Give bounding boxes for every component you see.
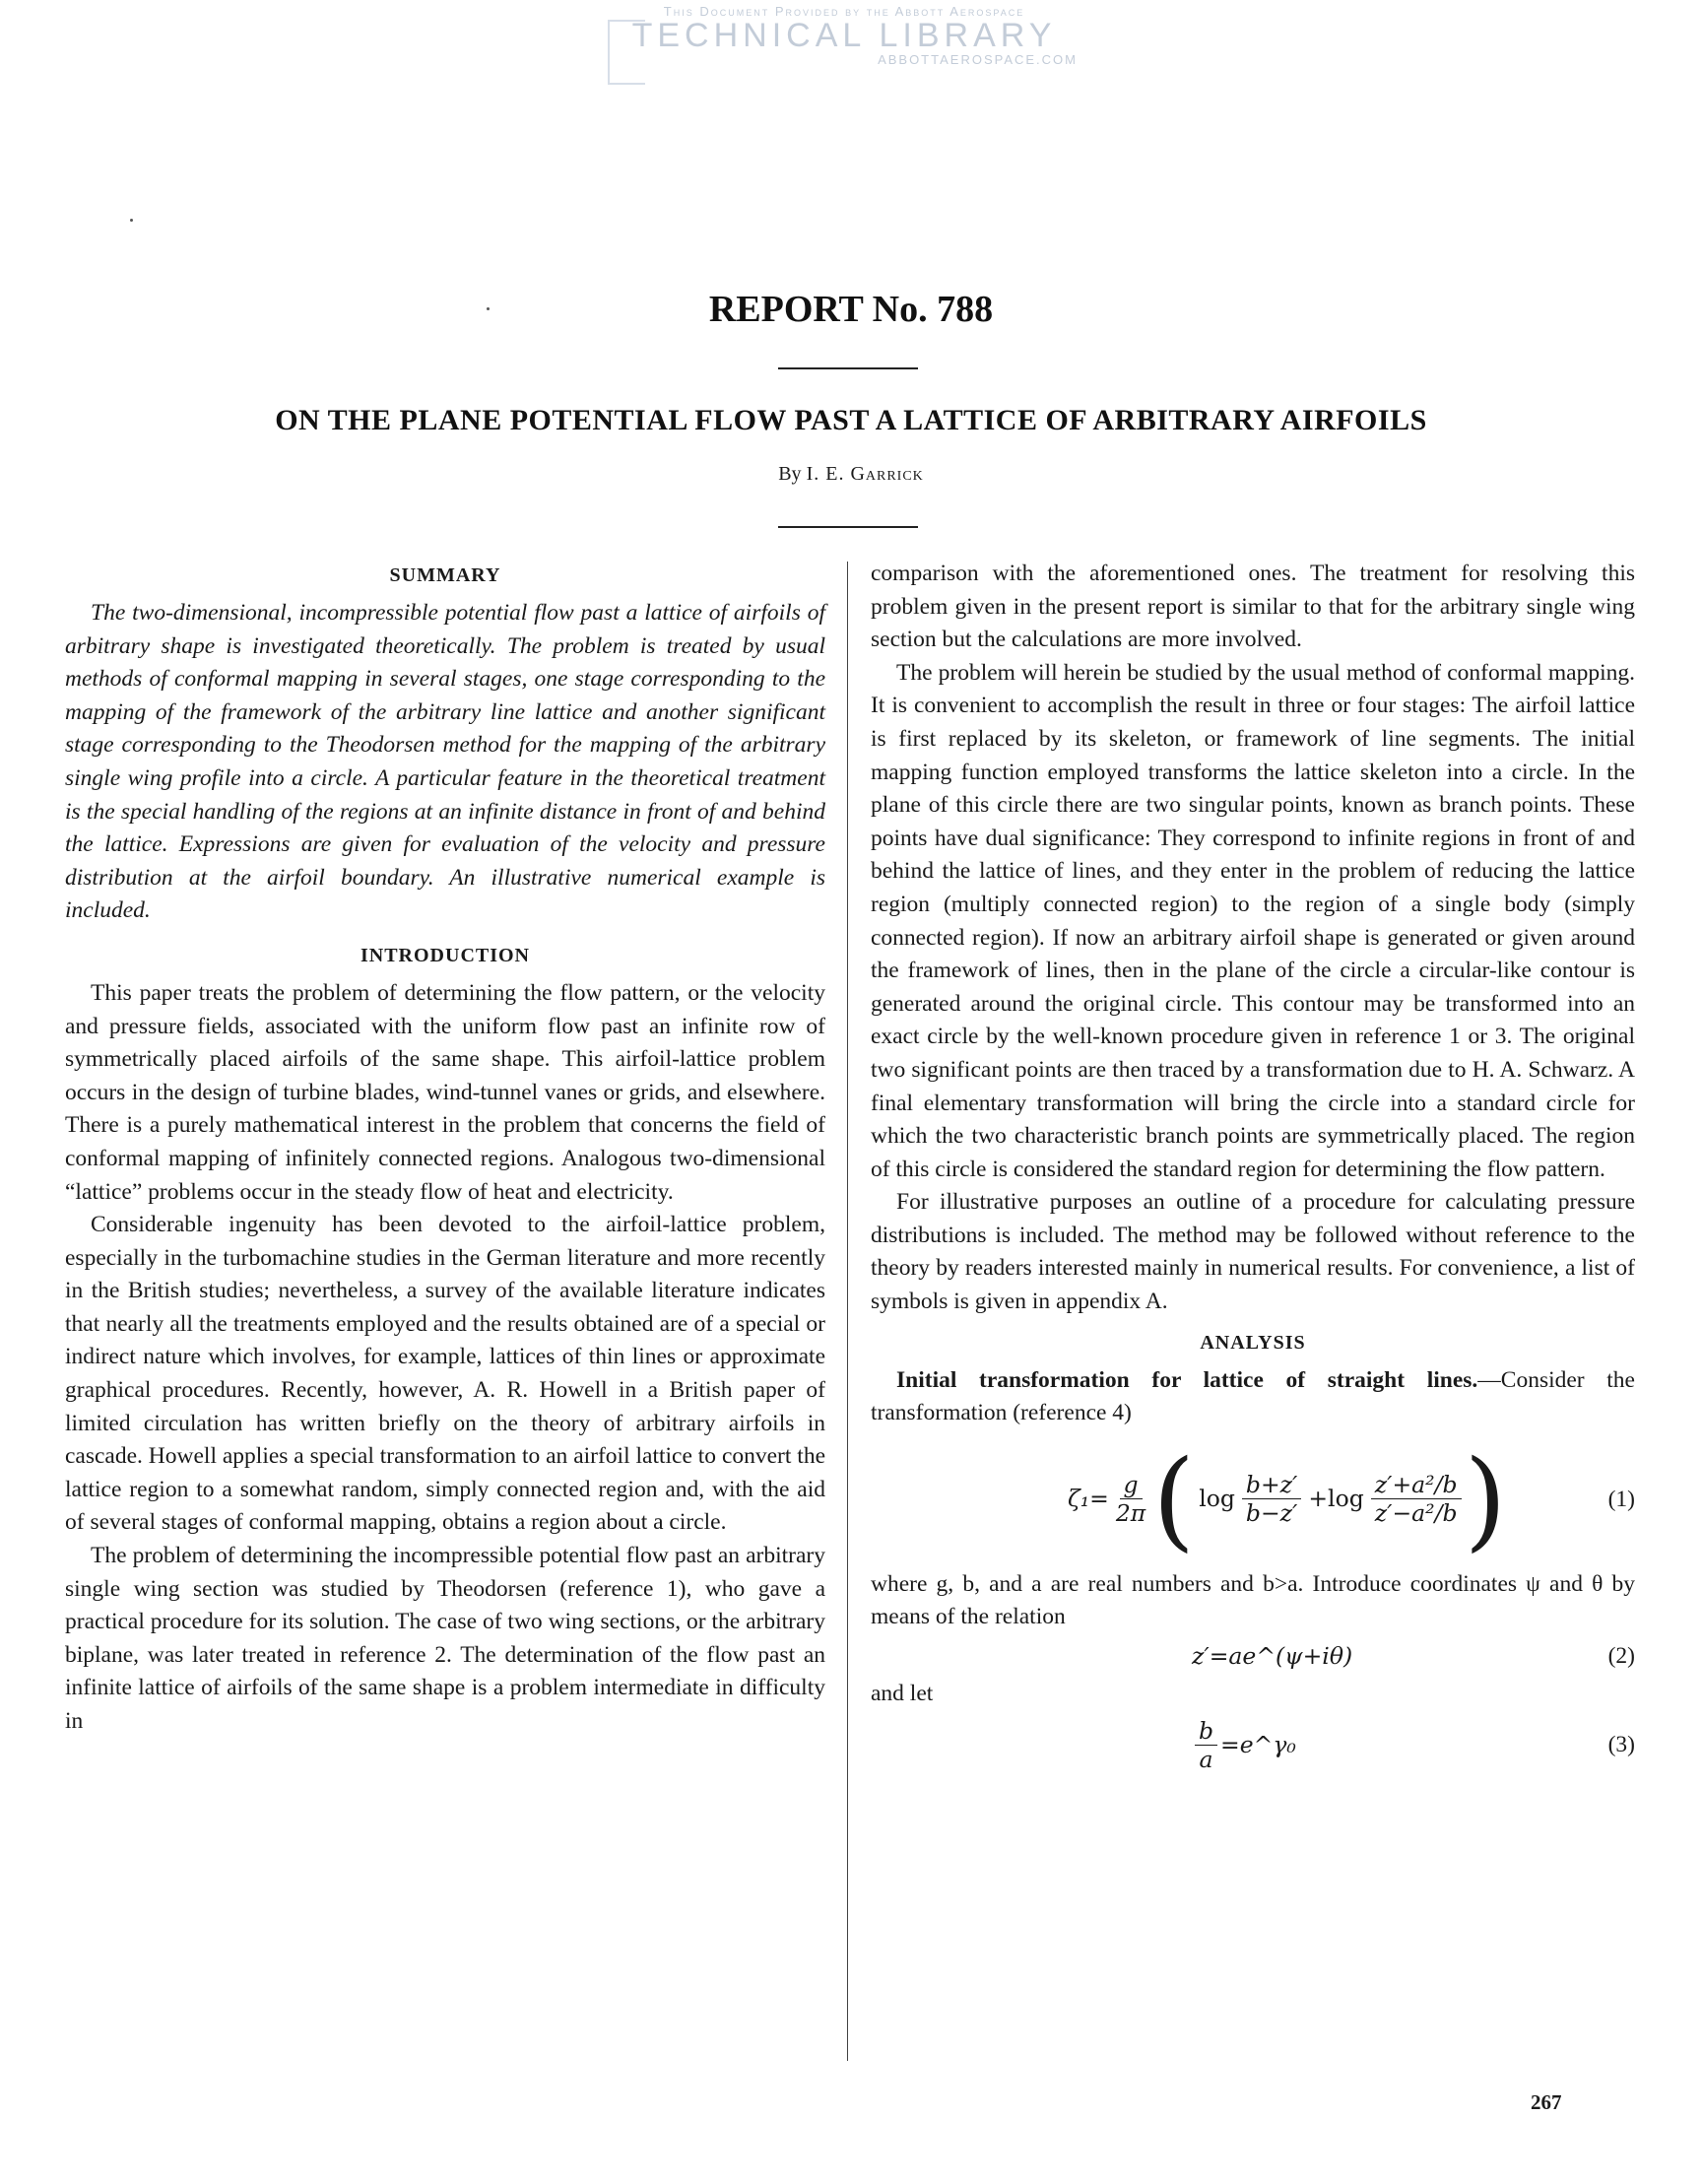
summary-heading: SUMMARY	[389, 564, 501, 586]
eq3-fraction	[1195, 1717, 1217, 1773]
equation-3	[871, 1711, 1635, 1780]
eq1-fraction-2	[1371, 1471, 1462, 1527]
intro-paragraph: The problem of determining the incompressible potential flow past an arbitrary single wing section was studied by Theodorsen (reference 1), who gave a practical procedure for its solution. The case of two wing sections, or the arbitrary biplane, was later treated in reference 2. The determination of the flow past an infinite lattice of airfoils of the same shape is a problem intermediate in difficulty in	[65, 1543, 825, 1734]
watermark-provider: This Document Provided by the Abbott Aerospace	[663, 4, 1025, 19]
equation-1	[871, 1430, 1635, 1568]
eq1-coefficient	[1112, 1471, 1149, 1527]
eq1-lhs: ζ₁=	[1068, 1485, 1109, 1513]
eq3-number: (3)	[1607, 1731, 1635, 1757]
eq3-den: a	[1199, 1746, 1213, 1774]
byline-prefix: By	[778, 463, 807, 485]
watermark	[605, 4, 1083, 67]
eq1-f1-num: b+z′	[1242, 1471, 1301, 1499]
eq1-log: log	[1199, 1485, 1235, 1513]
paper-title: ON THE PLANE POTENTIAL FLOW PAST A LATTICE OF ARBITRARY AIRFOILS	[275, 404, 1427, 436]
eq1-left-paren: (	[1152, 1435, 1196, 1562]
eq1-number: (1)	[1607, 1486, 1635, 1512]
intro-paragraph: The problem will herein be studied by the usual method of conformal mapping. It is convenient to accomplish the result in three or four stages: The airfoil lattice is first replaced by its skeleton, or framework of line segments. The initial mapping function employed transforms the lattice skeleton into a circle. In the plane of this circle there are two singular points, known as branch points. These points have dual significance: They correspond to infinite regions in front of and behind the lattice of lines, and they enter in the problem of reducing the lattice region (multiply connected region) to the region of a single body (simply connected region). If now an arbitrary airfoil shape is generated or given around the framework of lines, then in the plane of the circle a circular-like contour is generated around the original circle. This contour may be transformed into an exact circle by the well-known procedure given in reference 1 or 3. The original two significant points are then traced by a transformation due to H. A. Schwarz. A final elementary transformation will bring the circle into a standard circle for which the two characteristic branch points are symmetrically placed. The region of this circle is considered the standard region for determining the flow pattern.	[871, 659, 1635, 1182]
eq1-plus-log: +log	[1308, 1485, 1364, 1513]
byline-rule	[778, 526, 918, 528]
eq2-expression: z′=ae^(ψ+iθ)	[1192, 1642, 1353, 1671]
intro-paragraph: This paper treats the problem of determining the flow pattern, or the velocity and pressure fields, associated with the uniform flow past an infinite row of symmetrically placed airfoils of the same shape. This airfoil-lattice problem occurs in the design of turbine blades, wind-tunnel vanes or grids, and elsewhere. There is a purely mathematical interest in the problem that concerns the field of conformal mapping of infinitely connected regions. Analogous two-dimensional “lattice” problems occur in the steady flow of heat and electricity.	[65, 979, 825, 1205]
eq1-f2-den: z′−a²/b	[1374, 1499, 1458, 1528]
analysis-paragraph	[871, 1364, 1635, 1430]
analysis-paragraph: where g, b, and a are real numbers and b>a. Introduce coordinates ψ and θ by means of the relation	[871, 1570, 1635, 1630]
title-rule	[778, 367, 918, 369]
column-divider	[847, 562, 848, 2061]
right-column	[871, 558, 1635, 1780]
analysis-heading: ANALYSIS	[1200, 1331, 1306, 1354]
page-number: 267	[1531, 2090, 1562, 2114]
eq1-right-paren: )	[1464, 1435, 1507, 1562]
equation-2	[871, 1634, 1635, 1678]
watermark-title: TECHNICAL LIBRARY	[631, 17, 1057, 54]
eq1-f2-num: z′+a²/b	[1371, 1471, 1462, 1499]
and-let-text: and let	[871, 1681, 934, 1707]
intro-paragraph: For illustrative purposes an outline of a procedure for calculating pressure distributions is included. The method may be followed without reference to the theory by readers interested mainly in numerical results. For convenience, a list of symbols is given in appendix A.	[871, 1189, 1635, 1315]
eq2-number: (2)	[1607, 1643, 1635, 1670]
introduction-heading: INTRODUCTION	[360, 944, 531, 966]
author-name: I. E. Garrick	[806, 463, 924, 485]
intro-paragraph: Considerable ingenuity has been devoted to the airfoil-lattice problem, especially in the turbomachine studies in the German literature and more recently in the British studies; nevertheless, a survey of the available literature indicates that nearly all the treatments employed and the results obtained are of a special or indirect nature which involves, for example, lattices of thin lines or approximate graphical procedures. Recently, however, A. R. Howell in a British paper of limited circulation has written briefly on the theory of arbitrary airfoils in cascade. Howell applies a special transformation to an airfoil lattice to convert the lattice region to a somewhat random, simply connected region and, with the aid of several stages of conformal mapping, obtains a region about a circle.	[65, 1212, 825, 1536]
summary-text: The two-dimensional, incompressible potential flow past a lattice of airfoils of arbitrary shape is investigated theoretically. The problem is treated by usual methods of conformal mapping in several stages, one stage corresponding to the mapping of the framework of the arbitrary line lattice and another significant stage corresponding to the Theodorsen method for the mapping of the arbitrary single wing profile into a circle. A particular feature in the theoretical treatment is the special handling of the regions at an infinite distance in front of and behind the lattice. Expressions are given for evaluation of the velocity and pressure distribution at the airfoil boundary. An illustrative numerical example is included.	[65, 600, 825, 924]
eq1-coef-den: 2π	[1115, 1499, 1146, 1528]
scan-speck	[130, 219, 133, 222]
eq3-num: b	[1195, 1717, 1217, 1746]
report-title: REPORT No. 788	[708, 289, 994, 330]
analysis-subheading: Initial transformation for lattice of straight lines.	[896, 1366, 1478, 1393]
eq1-coef-num: g	[1120, 1471, 1143, 1499]
byline	[0, 463, 1702, 486]
watermark-url: ABBOTTAEROSPACE.COM	[878, 52, 1078, 67]
left-column	[65, 558, 825, 1739]
eq3-rhs: =e^γ₀	[1220, 1730, 1296, 1758]
intro-paragraph: comparison with the aforementioned ones. The treatment for resolving this problem given in the present report is similar to that for the arbitrary single wing section but the calculations are more involved.	[871, 561, 1635, 653]
eq1-fraction-1	[1242, 1471, 1301, 1527]
analysis-lead: —Consider the transformation (reference 4)	[871, 1366, 1635, 1426]
eq1-f1-den: b−z′	[1245, 1499, 1298, 1528]
